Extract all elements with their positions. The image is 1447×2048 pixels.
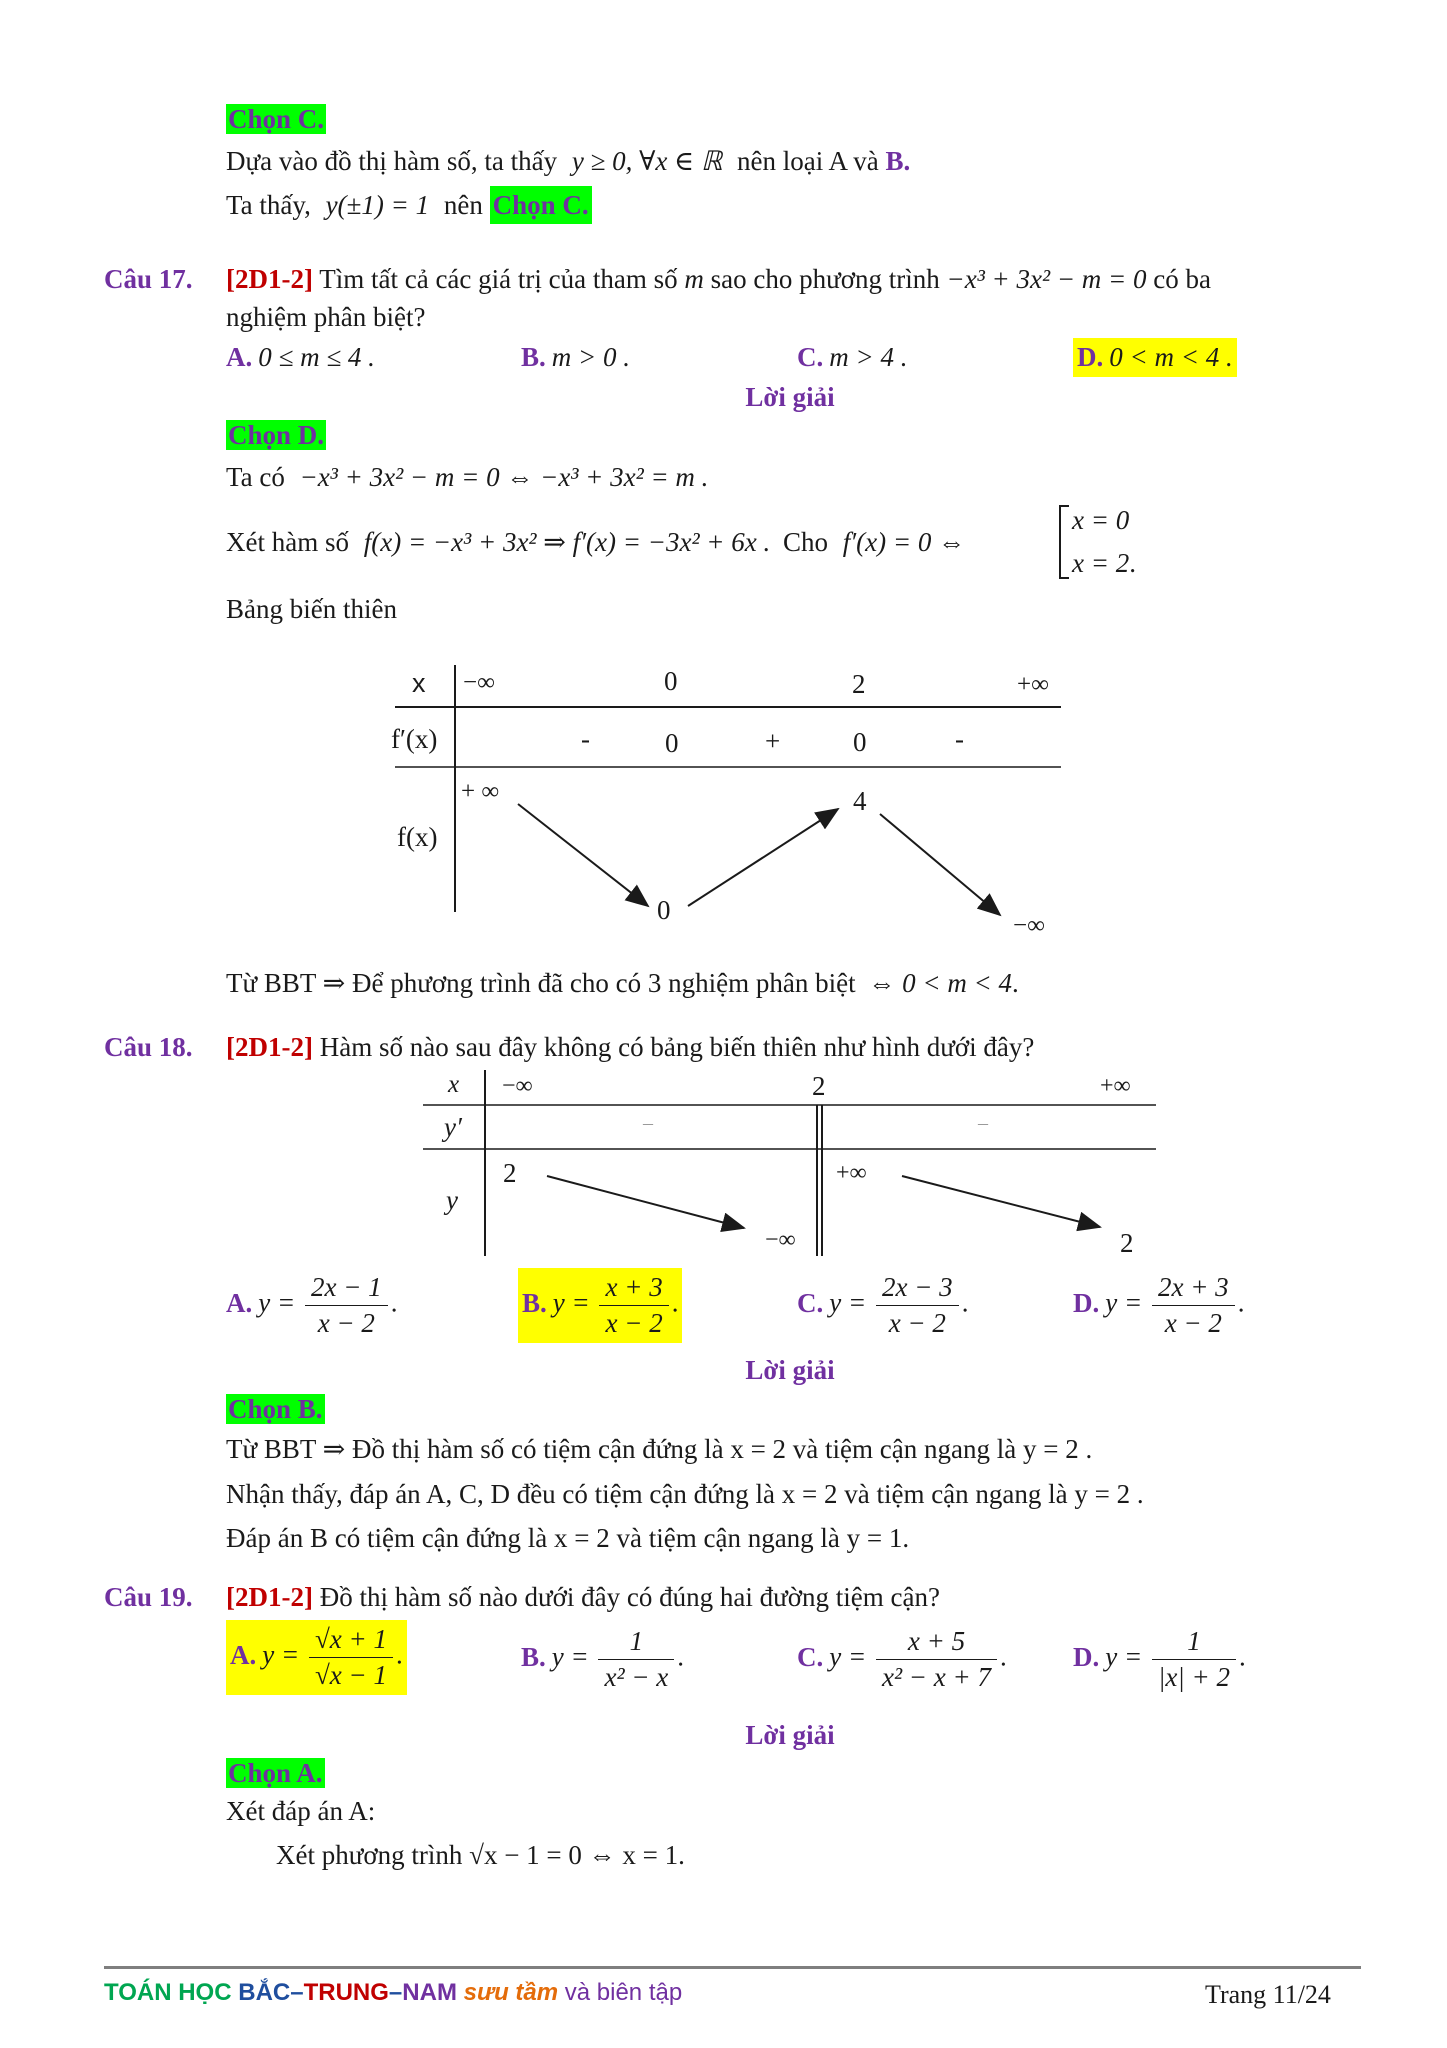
q19-option-a[interactable]: A. y = $\frac{√x + 1}{√x - 1}$ . xyxy=(226,1620,407,1695)
q16-solution-line1: Dựa vào đồ thị hàm số, ta thấy y ≥ 0, ∀x ∈ ℝ nên loại A và B. xyxy=(226,146,911,176)
q18-tbl-x-posinf: +∞ xyxy=(1100,1073,1131,1099)
q18-tbl-yp-sign1: – xyxy=(643,1112,653,1134)
q17-tbl-f-neginf: −∞ xyxy=(1013,912,1045,939)
q18-sol-line1: Từ BBT ⇒ Đồ thị hàm số có tiệm cận đứng là x = 2 và tiệm cận ngang là y = 2 . xyxy=(226,1434,1093,1464)
q17-tbl-fp-label: f′(x) xyxy=(391,724,438,754)
q19-sol-line2: Xét phương trình √x − 1 = 0 ⇔ x = 1. xyxy=(276,1840,685,1870)
q17-tbl-f-min: 0 xyxy=(657,895,671,925)
q18-option-b[interactable]: B. y = $\frac{x + 3}{x - 2}$ . xyxy=(518,1268,682,1343)
q18-arrow-1 xyxy=(547,1176,744,1228)
q17-tbl-fp-zero1: 0 xyxy=(665,728,679,758)
footer-page-number: Trang 11/24 xyxy=(1205,1980,1331,2009)
q17-option-a[interactable]: A. 0 ≤ m ≤ 4 . xyxy=(226,342,375,372)
q19-solution-title: Lời giải xyxy=(745,1720,835,1750)
q19-sol-line1: Xét đáp án A: xyxy=(226,1796,376,1826)
q17-sol-line1: Ta có −x³ + 3x² − m = 0 ⇔ −x³ + 3x² = m . xyxy=(226,462,709,492)
q18-question: [2D1-2] Hàm số nào sau đây không có bảng biến thiên như hình dưới đây? xyxy=(226,1032,1035,1062)
q18-sol-line2: Nhận thấy, đáp án A, C, D đều có tiệm cận đứng là x = 2 và tiệm cận ngang là y = 2 . xyxy=(226,1479,1144,1509)
q19-label: Câu 19. xyxy=(104,1582,193,1612)
q17-tbl-fp-sign2: + xyxy=(765,726,781,756)
q17-conclusion: Từ BBT ⇒ Để phương trình đã cho có 3 nghiệm phân biệt ⇔ 0 < m < 4. xyxy=(226,968,1019,998)
q17-system-eq2: x = 2. xyxy=(1072,548,1136,578)
q18-chosen: Chọn B. xyxy=(228,1394,323,1424)
q18-option-d[interactable]: D. y = $\frac{2x + 3}{x - 2}$ . xyxy=(1073,1272,1245,1338)
q18-option-a[interactable]: A. y = $\frac{2x - 1}{x - 2}$ . xyxy=(226,1272,398,1338)
q17-tbl-x-0: 0 xyxy=(664,666,678,696)
q17-tbl-x-label: x xyxy=(412,668,426,698)
q18-tbl-x-neginf: −∞ xyxy=(502,1073,533,1099)
q19-option-d[interactable]: D. y = $\frac{1}{|x| + 2}$ . xyxy=(1073,1626,1246,1692)
q17-tbl-fp-sign1: - xyxy=(581,724,590,754)
q17-question-line2: nghiệm phân biệt? xyxy=(226,302,426,332)
q17-tbl-fp-zero2: 0 xyxy=(853,727,867,757)
q19-option-c[interactable]: C. y = $\frac{x + 5}{\text{x² − x + 7}}$ . xyxy=(797,1626,1007,1692)
q17-tbl-x-neginf: −∞ xyxy=(463,669,495,696)
q18-tbl-yp-label: y′ xyxy=(444,1112,462,1142)
q17-option-c[interactable]: C. m > 4 . xyxy=(797,342,908,372)
q18-tbl-y-right-bottom: 2 xyxy=(1120,1228,1134,1258)
q17-solution-title: Lời giải xyxy=(745,382,835,412)
q17-tbl-fp-sign3: - xyxy=(955,724,964,754)
q17-tbl-f-label: f(x) xyxy=(397,822,438,852)
q18-tbl-y-left-top: 2 xyxy=(503,1158,517,1188)
q17-system-eq1: x = 0 xyxy=(1072,505,1130,535)
q17-tbl-x-posinf: +∞ xyxy=(1017,671,1049,698)
q17-tbl-f-max: 4 xyxy=(853,786,867,816)
q17-chosen: Chọn D. xyxy=(228,420,325,450)
q17-option-d[interactable]: D. 0 < m < 4 . xyxy=(1073,338,1237,377)
q17-tbl-x-2: 2 xyxy=(852,669,866,699)
q18-label: Câu 18. xyxy=(104,1032,193,1062)
q16-chosen: Chọn C. xyxy=(228,104,325,134)
q19-option-b[interactable]: B. y = $\frac{1}{\text{x² − x}}$ . xyxy=(521,1626,685,1692)
q17-bbt-title: Bảng biến thiên xyxy=(226,594,397,624)
q18-solution-title: Lời giải xyxy=(745,1355,835,1385)
q17-sol-line2: Xét hàm số f(x) = −x³ + 3x² ⇒ f′(x) = −3x² + 6x . Cho f′(x) = 0 ⇔ xyxy=(226,527,966,557)
q16-solution-line2: Ta thấy, y(±1) = 1 nên Chọn C. xyxy=(226,190,592,221)
q19-question: [2D1-2] Đồ thị hàm số nào dưới đây có đúng hai đường tiệm cận? xyxy=(226,1582,940,1612)
footer-divider xyxy=(104,1966,1361,1969)
q18-tbl-y-right-top: +∞ xyxy=(836,1160,867,1186)
q18-tbl-yp-sign2: – xyxy=(978,1112,988,1134)
q19-chosen: Chọn A. xyxy=(228,1758,323,1788)
q18-tbl-y-label: y xyxy=(446,1185,458,1215)
q17-label: Câu 17. xyxy=(104,264,193,294)
q17-tbl-f-posinf: + ∞ xyxy=(461,778,500,805)
q18-option-c[interactable]: C. y = $\frac{2x - 3}{x - 2}$ . xyxy=(797,1272,969,1338)
q18-tbl-x-2: 2 xyxy=(812,1071,826,1101)
q17-question: [2D1-2] Tìm tất cả các giá trị của tham số m sao cho phương trình −x³ + 3x² − m = 0 có ba xyxy=(226,264,1211,294)
footer-brand: TOÁN HỌC BẮC–TRUNG–NAM sưu tầm và biên tập xyxy=(104,1979,683,2006)
q18-tbl-x-label: x xyxy=(448,1071,460,1098)
q18-sol-line3: Đáp án B có tiệm cận đứng là x = 2 và tiệm cận ngang là y = 1. xyxy=(226,1523,910,1553)
q17-option-b[interactable]: B. m > 0 . xyxy=(521,342,630,372)
q18-arrow-2 xyxy=(902,1176,1100,1227)
q18-tbl-y-left-bottom: −∞ xyxy=(765,1227,796,1253)
